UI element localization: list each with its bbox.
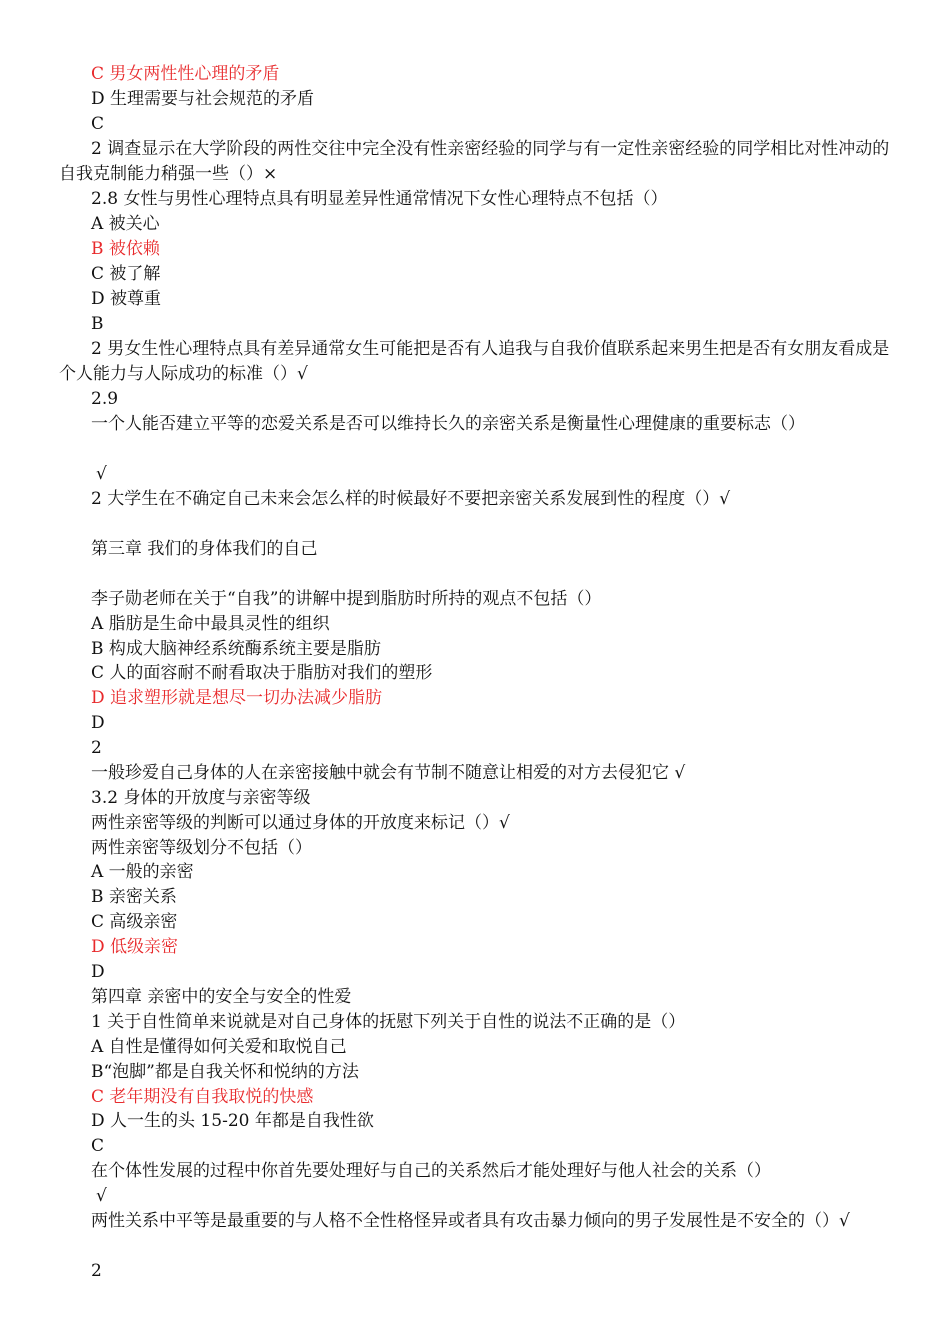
section-heading: 3.2 身体的开放度与亲密等级 [91, 788, 311, 808]
option-b: B 亲密关系 [91, 887, 177, 907]
option-b: B 构成大脑神经系统酶系统主要是脂肪 [91, 639, 381, 659]
option-c-answer: C 老年期没有自我取悦的快感 [91, 1087, 314, 1107]
option-b: B“泡脚”都是自我关怀和悦纳的方法 [91, 1062, 359, 1082]
question-line: 李子勋老师在关于“自我”的讲解中提到脂肪时所持的观点不包括（） [91, 589, 602, 609]
question-line: 在个体性发展的过程中你首先要处理好与自己的关系然后才能处理好与他人社会的关系（） [91, 1161, 771, 1181]
option-c: C 人的面容耐不耐看取决于脂肪对我们的塑形 [91, 663, 433, 683]
option-d: D 生理需要与社会规范的矛盾 [91, 89, 315, 109]
question-paragraph: 两性关系中平等是最重要的与人格不全性格怪异或者具有攻击暴力倾向的男子发展性是不安全的（）√ [91, 1211, 850, 1231]
option-a: A 自性是懂得如何关爱和取悦自己 [91, 1037, 347, 1057]
option-d-answer: D 追求塑形就是想尽一切办法减少脂肪 [91, 688, 383, 708]
question-line: 两性亲密等级的判断可以通过身体的开放度来标记（）√ [91, 813, 510, 833]
option-a: A 被关心 [91, 214, 160, 234]
option-b-answer: B 被依赖 [91, 239, 160, 259]
option-a: A 一般的亲密 [91, 862, 194, 882]
answer-key: D [91, 713, 105, 733]
question-line: 一般珍爱自己身体的人在亲密接触中就会有节制不随意让相爱的对方去侵犯它 √ [91, 763, 686, 783]
answer-key: C [91, 114, 105, 134]
question-line: 1 关于自性简单来说就是对自己身体的抚慰下列关于自性的说法不正确的是（） [91, 1012, 686, 1032]
question-paragraph: 一个人能否建立平等的恋爱关系是否可以维持长久的亲密关系是衡量性心理健康的重要标志（） [91, 414, 805, 434]
answer-check: √ [96, 464, 107, 484]
answer-key: D [91, 962, 105, 982]
chapter-heading: 第三章 我们的身体我们的自己 [91, 539, 318, 559]
section-number: 2 [91, 738, 102, 758]
question-line: 两性亲密等级划分不包括（） [91, 838, 312, 858]
question-line: 2 大学生在不确定自己未来会怎么样的时候最好不要把亲密关系发展到性的程度（）√ [91, 489, 731, 509]
answer-check: √ [96, 1186, 107, 1206]
answer-key: B [91, 314, 104, 334]
question-paragraph: 2 调查显示在大学阶段的两性交往中完全没有性亲密经验的同学与有一定性亲密经验的同学相比对性冲动的自我克制能力稍强一些（）× [59, 139, 890, 184]
section-number: 2.9 [91, 389, 119, 409]
option-c: C 被了解 [91, 264, 161, 284]
question-heading: 2.8 女性与男性心理特点具有明显差异性通常情况下女性心理特点不包括（） [91, 189, 668, 209]
option-d: D 被尊重 [91, 289, 162, 309]
option-a: A 脂肪是生命中最具灵性的组织 [91, 614, 330, 634]
section-number: 2 [91, 1261, 102, 1281]
answer-key: C [91, 1136, 105, 1156]
chapter-heading: 第四章 亲密中的安全与安全的性爱 [91, 987, 352, 1007]
option-d: D 人一生的头 15-20 年都是自我性欲 [91, 1111, 374, 1131]
option-c: C 高级亲密 [91, 912, 178, 932]
question-paragraph: 2 男女生性心理特点具有差异通常女生可能把是否有人追我与自我价值联系起来男生把是否有女朋友看成是个人能力与人际成功的标准（）√ [59, 339, 890, 384]
option-d-answer: D 低级亲密 [91, 937, 179, 957]
option-c-answer: C 男女两性性心理的矛盾 [91, 64, 280, 84]
